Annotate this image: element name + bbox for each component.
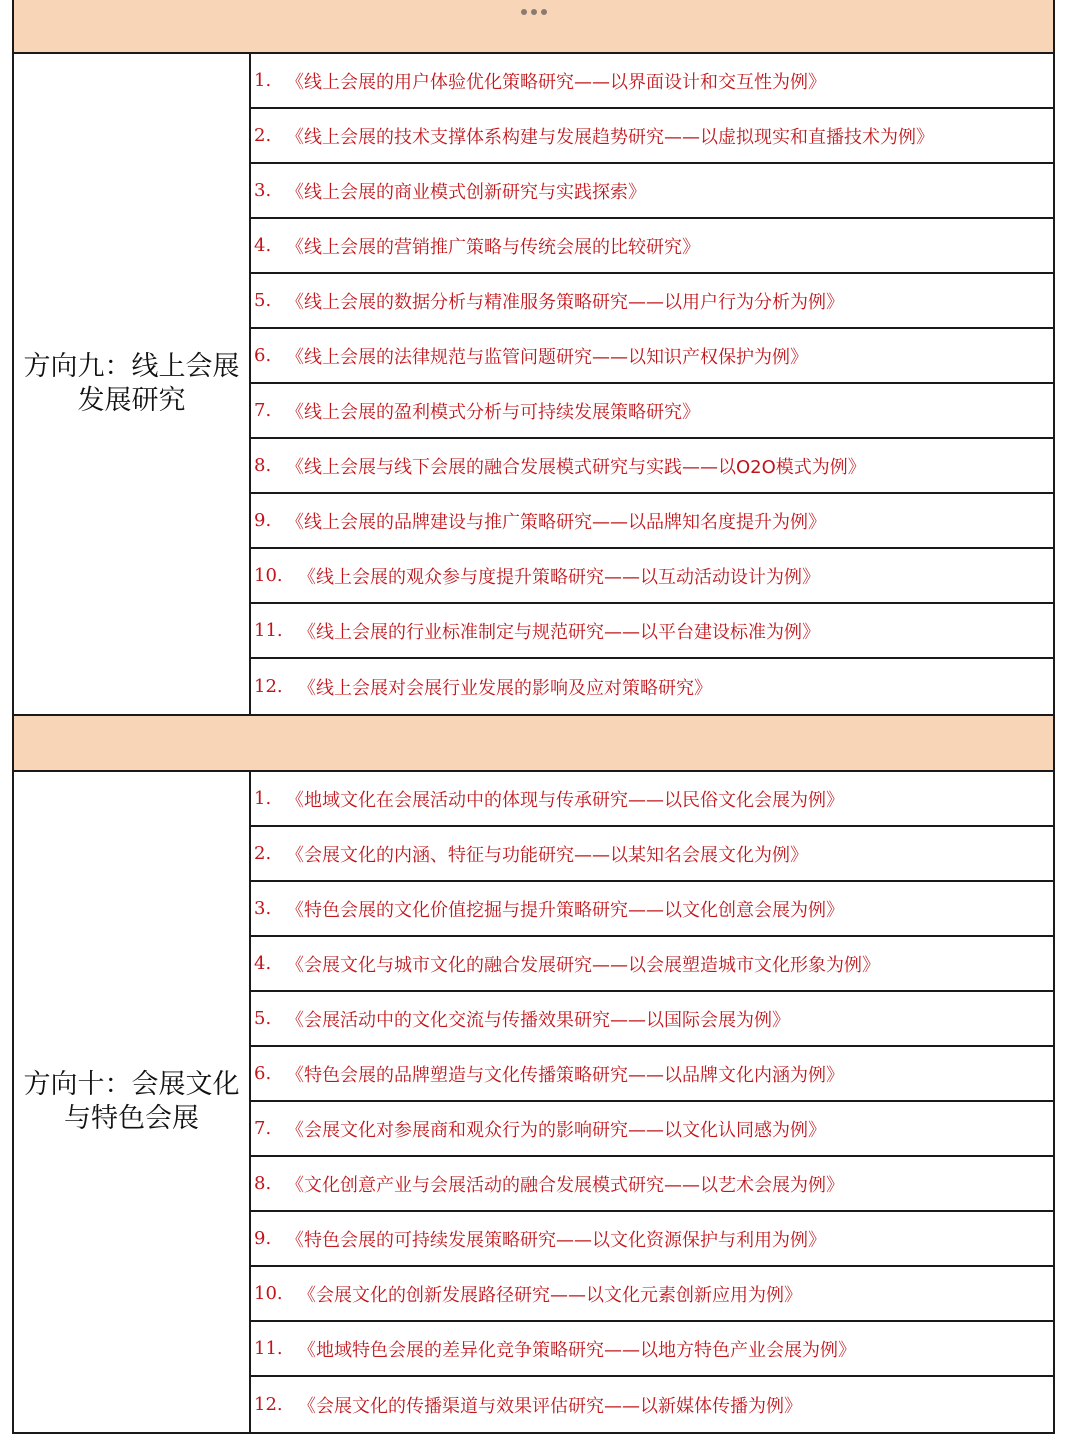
topic-title: 《线上会展与线下会展的融合发展模式研究与实践——以O2O模式为例》 <box>286 456 866 478</box>
topic-title: 《线上会展的盈利模式分析与可持续发展策略研究》 <box>286 401 700 423</box>
topic-title: 《线上会展的商业模式创新研究与实践探索》 <box>286 181 646 203</box>
topic-title: 《线上会展的技术支撑体系构建与发展趋势研究——以虚拟现实和直播技术为例》 <box>286 126 934 148</box>
topic-item <box>251 604 1053 659</box>
topic-item <box>251 219 1053 274</box>
topic-title: 《会展文化的传播渠道与效果评估研究——以新媒体传播为例》 <box>298 1395 802 1417</box>
topic-number: 3. <box>254 180 272 201</box>
topic-number: 6. <box>254 345 272 366</box>
topic-title: 《会展文化的内涵、特征与功能研究——以某知名会展文化为例》 <box>286 844 808 866</box>
topic-item <box>251 549 1053 604</box>
topic-number: 11. <box>254 620 283 641</box>
topic-number: 5. <box>254 1008 272 1029</box>
section-direction-10 <box>14 772 1053 1434</box>
topic-item <box>251 439 1053 494</box>
direction-cell <box>14 54 251 714</box>
topic-number: 7. <box>254 400 272 421</box>
topic-item <box>251 494 1053 549</box>
topic-number: 1. <box>254 70 272 91</box>
topic-title: 《线上会展对会展行业发展的影响及应对策略研究》 <box>298 677 712 699</box>
topic-title: 《线上会展的营销推广策略与传统会展的比较研究》 <box>286 236 700 258</box>
topic-number: 9. <box>254 1228 272 1249</box>
topic-number: 7. <box>254 1118 272 1139</box>
topic-title: 《线上会展的行业标准制定与规范研究——以平台建设标准为例》 <box>298 621 820 643</box>
topic-item <box>251 1212 1053 1267</box>
direction-title: 方向九：线上会展发展研究 <box>23 351 240 416</box>
topic-title: 《会展文化与城市文化的融合发展研究——以会展塑造城市文化形象为例》 <box>286 954 880 976</box>
topic-list <box>251 54 1053 714</box>
topic-item <box>251 1377 1053 1432</box>
topic-number: 10. <box>254 1283 283 1304</box>
topic-number: 10. <box>254 565 283 586</box>
topic-number: 12. <box>254 1394 283 1415</box>
topic-number: 9. <box>254 510 272 531</box>
topic-title: 《线上会展的法律规范与监管问题研究——以知识产权保护为例》 <box>286 346 808 368</box>
topic-number: 6. <box>254 1063 272 1084</box>
topic-title: 《会展文化的创新发展路径研究——以文化元素创新应用为例》 <box>298 1284 802 1306</box>
topic-table <box>12 0 1055 1434</box>
topic-item <box>251 274 1053 329</box>
topic-item <box>251 54 1053 109</box>
topic-title: 《线上会展的观众参与度提升策略研究——以互动活动设计为例》 <box>298 566 820 588</box>
topic-list <box>251 772 1053 1432</box>
direction-cell <box>14 772 251 1432</box>
topic-title: 《会展活动中的文化交流与传播效果研究——以国际会展为例》 <box>286 1009 790 1031</box>
topic-item <box>251 164 1053 219</box>
direction-title: 方向十：会展文化与特色会展 <box>23 1069 240 1134</box>
topic-item <box>251 1157 1053 1212</box>
topic-item <box>251 1047 1053 1102</box>
topic-number: 4. <box>254 235 272 256</box>
topic-number: 12. <box>254 676 283 697</box>
topic-number: 5. <box>254 290 272 311</box>
topic-item <box>251 109 1053 164</box>
topic-number: 11. <box>254 1338 283 1359</box>
topic-title: 《地域文化在会展活动中的体现与传承研究——以民俗文化会展为例》 <box>286 789 844 811</box>
topic-item <box>251 882 1053 937</box>
topic-item <box>251 384 1053 439</box>
topic-item <box>251 1322 1053 1377</box>
topic-number: 8. <box>254 1173 272 1194</box>
topic-number: 8. <box>254 455 272 476</box>
topic-title: 《特色会展的文化价值挖掘与提升策略研究——以文化创意会展为例》 <box>286 899 844 921</box>
topic-item <box>251 772 1053 827</box>
topic-title: 《特色会展的品牌塑造与文化传播策略研究——以品牌文化内涵为例》 <box>286 1064 844 1086</box>
topic-item <box>251 1102 1053 1157</box>
more-dots-icon[interactable] <box>521 9 547 15</box>
topic-number: 4. <box>254 953 272 974</box>
topic-title: 《线上会展的品牌建设与推广策略研究——以品牌知名度提升为例》 <box>286 511 826 533</box>
topic-title: 《文化创意产业与会展活动的融合发展模式研究——以艺术会展为例》 <box>286 1174 844 1196</box>
header-band <box>14 0 1053 54</box>
section-direction-9 <box>14 54 1053 716</box>
topic-title: 《线上会展的用户体验优化策略研究——以界面设计和交互性为例》 <box>286 71 826 93</box>
separator-band <box>14 716 1053 772</box>
topic-number: 1. <box>254 788 272 809</box>
topic-number: 2. <box>254 843 272 864</box>
topic-title: 《线上会展的数据分析与精准服务策略研究——以用户行为分析为例》 <box>286 291 844 313</box>
topic-item <box>251 1267 1053 1322</box>
topic-item <box>251 827 1053 882</box>
topic-number: 2. <box>254 125 272 146</box>
topic-item <box>251 937 1053 992</box>
topic-title: 《地域特色会展的差异化竞争策略研究——以地方特色产业会展为例》 <box>298 1339 856 1361</box>
topic-title: 《会展文化对参展商和观众行为的影响研究——以文化认同感为例》 <box>286 1119 826 1141</box>
topic-item <box>251 659 1053 714</box>
topic-item <box>251 329 1053 384</box>
topic-number: 3. <box>254 898 272 919</box>
topic-title: 《特色会展的可持续发展策略研究——以文化资源保护与利用为例》 <box>286 1229 826 1251</box>
topic-item <box>251 992 1053 1047</box>
